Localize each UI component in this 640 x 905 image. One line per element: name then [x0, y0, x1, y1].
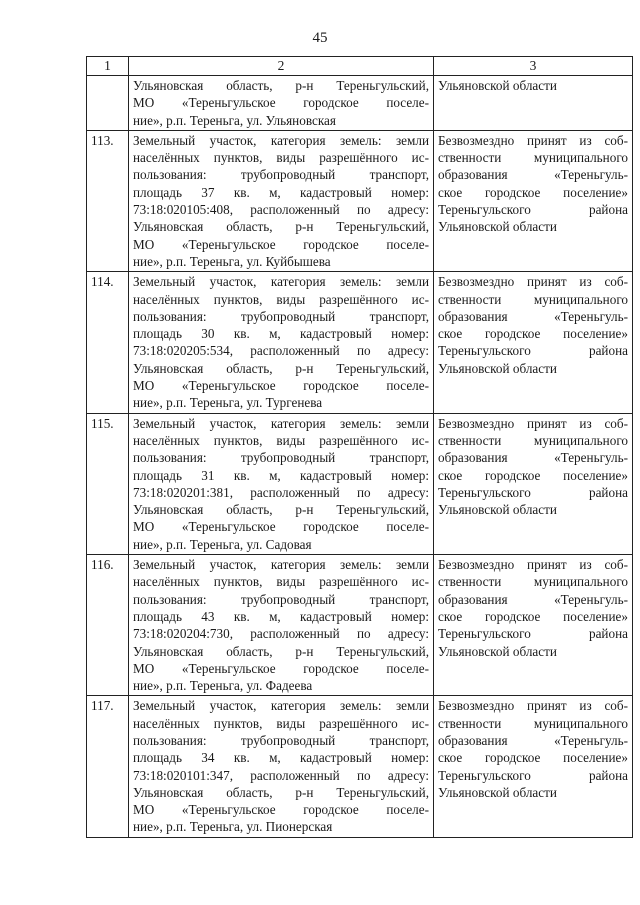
description-line: МО «Тереньгульское городское поселе-: [133, 236, 429, 252]
column-header-3: 3: [434, 57, 633, 76]
description-line: МО «Тереньгульское городское поселе-: [133, 802, 429, 818]
column-header-2: 2: [129, 57, 434, 76]
note-line: образования «Тереньгуль-: [438, 308, 628, 324]
note-line: Тереньгульского района: [438, 343, 628, 359]
property-description: [129, 272, 434, 413]
note-line: ственности муниципального: [438, 291, 628, 307]
row-number: 113.: [87, 130, 129, 271]
property-table: [86, 56, 633, 838]
note-line: образования «Тереньгуль-: [438, 167, 628, 183]
note-line: Безвозмездно принят из соб-: [438, 132, 628, 148]
row-number: 115.: [87, 413, 129, 554]
note-line: Безвозмездно принят из соб-: [438, 698, 628, 714]
note-line: Безвозмездно принят из соб-: [438, 557, 628, 573]
description-line: 73:18:020101:347, расположенный по адресу:: [133, 767, 429, 783]
description-line: пользования: трубопроводный транспорт,: [133, 308, 429, 324]
row-number: 114.: [87, 272, 129, 413]
note-line: Тереньгульского района: [438, 767, 628, 783]
note-line: ское городское поселение»: [438, 608, 628, 624]
note-line: Ульяновской области: [438, 502, 557, 518]
property-description: [129, 696, 434, 837]
row-number: 117.: [87, 696, 129, 837]
property-description: [129, 413, 434, 554]
description-line: 73:18:020105:408, расположенный по адресу:: [133, 202, 429, 218]
note-line: ское городское поселение»: [438, 326, 628, 342]
description-line: МО «Тереньгульское городское поселе-: [133, 519, 429, 535]
description-line: площадь 30 кв. м, кадастровый номер:: [133, 326, 429, 342]
note-line: Тереньгульского района: [438, 484, 628, 500]
description-line: населённых пунктов, виды разрешённого ис-: [133, 150, 429, 166]
note-line: ственности муниципального: [438, 715, 628, 731]
note-line: ское городское поселение»: [438, 750, 628, 766]
note-line: образования «Тереньгуль-: [438, 591, 628, 607]
page-number: 45: [312, 30, 328, 46]
description-line: Земельный участок, категория земель: земли: [133, 132, 429, 148]
description-line: Ульяновская область, р-н Тереньгульский,: [133, 784, 429, 800]
table-row: [87, 76, 633, 131]
description-line: пользования: трубопроводный транспорт,: [133, 167, 429, 183]
description-line: площадь 43 кв. м, кадастровый номер:: [133, 608, 429, 624]
description-line: пользования: трубопроводный транспорт,: [133, 732, 429, 748]
description-line: Земельный участок, категория земель: земли: [133, 274, 429, 290]
note-line: Ульяновской области: [438, 219, 557, 235]
note-line: Ульяновской области: [438, 784, 557, 800]
table-row: [87, 413, 633, 554]
description-line: МО «Тереньгульское городское поселе-: [133, 660, 429, 676]
property-description: [129, 555, 434, 696]
description-line: Ульяновская область, р-н Тереньгульский,: [133, 78, 429, 93]
acquisition-note: [434, 76, 633, 131]
description-line: населённых пунктов, виды разрешённого ис-: [133, 715, 429, 731]
note-line: ское городское поселение»: [438, 467, 628, 483]
description-line: ние», р.п. Тереньга, ул. Куйбышева: [133, 253, 331, 269]
note-line: Безвозмездно принят из соб-: [438, 274, 628, 290]
acquisition-note: [434, 130, 633, 271]
column-header-1: 1: [87, 57, 129, 76]
row-number: [87, 76, 129, 131]
description-line: МО «Тереньгульское городское поселе-: [133, 378, 429, 394]
description-line: 73:18:020201:381, расположенный по адресу:: [133, 484, 429, 500]
acquisition-note: [434, 413, 633, 554]
table-row: [87, 696, 633, 837]
note-line: ственности муниципального: [438, 432, 628, 448]
description-line: населённых пунктов, виды разрешённого ис-: [133, 291, 429, 307]
note-line: Тереньгульского района: [438, 626, 628, 642]
description-line: Ульяновская область, р-н Тереньгульский,: [133, 502, 429, 518]
description-line: Земельный участок, категория земель: земли: [133, 698, 429, 714]
description-line: населённых пунктов, виды разрешённого ис-: [133, 574, 429, 590]
row-number: 116.: [87, 555, 129, 696]
description-line: Ульяновская область, р-н Тереньгульский,: [133, 219, 429, 235]
description-line: ние», р.п. Тереньга, ул. Садовая: [133, 536, 312, 552]
note-line: ское городское поселение»: [438, 184, 628, 200]
table-row: [87, 272, 633, 413]
description-line: ние», р.п. Тереньга, ул. Фадеева: [133, 678, 313, 694]
description-line: ние», р.п. Тереньга, ул. Тургенева: [133, 395, 323, 411]
description-line: Ульяновская область, р-н Тереньгульский,: [133, 360, 429, 376]
table-header-row: [87, 57, 633, 76]
description-line: пользования: трубопроводный транспорт,: [133, 591, 429, 607]
description-line: МО «Тереньгульское городское поселе-: [133, 95, 429, 111]
description-line: ние», р.п. Тереньга, ул. Ульяновская: [133, 112, 336, 128]
note-line: Ульяновской области: [438, 78, 557, 93]
description-line: Земельный участок, категория земель: земли: [133, 415, 429, 431]
description-line: населённых пунктов, виды разрешённого ис-: [133, 432, 429, 448]
description-line: площадь 34 кв. м, кадастровый номер:: [133, 750, 429, 766]
table-row: [87, 555, 633, 696]
property-description: [129, 130, 434, 271]
description-line: Земельный участок, категория земель: земли: [133, 557, 429, 573]
description-line: площадь 37 кв. м, кадастровый номер:: [133, 184, 429, 200]
description-line: 73:18:020204:730, расположенный по адресу:: [133, 626, 429, 642]
note-line: ственности муниципального: [438, 574, 628, 590]
table-row: [87, 130, 633, 271]
note-line: образования «Тереньгуль-: [438, 732, 628, 748]
description-line: Ульяновская область, р-н Тереньгульский,: [133, 643, 429, 659]
note-line: образования «Тереньгуль-: [438, 450, 628, 466]
note-line: Тереньгульского района: [438, 202, 628, 218]
acquisition-note: [434, 696, 633, 837]
note-line: Ульяновской области: [438, 360, 557, 376]
description-line: ние», р.п. Тереньга, ул. Пионерская: [133, 819, 333, 835]
note-line: ственности муниципального: [438, 150, 628, 166]
description-line: 73:18:020205:534, расположенный по адресу:: [133, 343, 429, 359]
note-line: Ульяновской области: [438, 643, 557, 659]
acquisition-note: [434, 272, 633, 413]
property-description: [129, 76, 434, 131]
description-line: площадь 31 кв. м, кадастровый номер:: [133, 467, 429, 483]
note-line: Безвозмездно принят из соб-: [438, 415, 628, 431]
acquisition-note: [434, 555, 633, 696]
description-line: пользования: трубопроводный транспорт,: [133, 450, 429, 466]
